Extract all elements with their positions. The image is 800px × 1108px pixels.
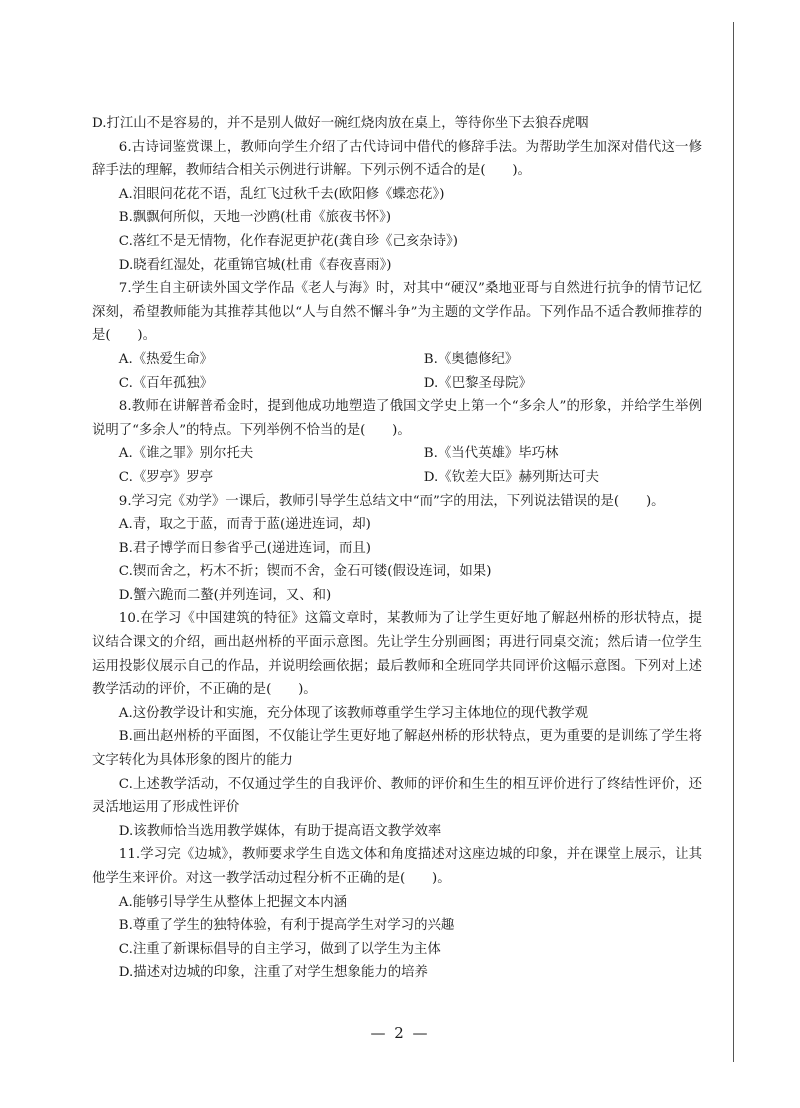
q7-option-b: B.《奥德修纪》 (423, 351, 519, 367)
page-number: — 2 — (370, 1024, 430, 1042)
q11-stem: 11.学习完《边城》，教师要求学生自选文体和角度描述对这座边城的印象，并在课堂上展示，让其他学生来评价。对这一教学活动过程分析不正确的是( )。 (92, 847, 702, 886)
q5-option-d: D.打江山不是容易的，并不是别人做好一碗红烧肉放在桌上，等待你坐下去狼吞虎咽 (92, 116, 589, 131)
page-edge-line (733, 22, 734, 1062)
q6-option-b: B.飘飘何所似，天地一沙鸥(杜甫《旅夜书怀》) (118, 210, 392, 226)
q9-option-d: D.蟹六跪而二螯(并列连词，又、和) (118, 587, 332, 603)
q6-option-c: C.落红不是无情物，化作春泥更护花(龚自珍《己亥杂诗》) (118, 233, 458, 249)
q11-option-d: D.描述对边城的印象，注重了对学生想象能力的培养 (118, 965, 428, 981)
q11-option-c: C.注重了新课标倡导的自主学习，做到了以学生为主体 (118, 941, 441, 957)
q10-stem: 10.在学习《中国建筑的特征》这篇文章时，某教师为了让学生更好地了解赵州桥的形状特点，提议结合课文的介绍，画出赵州桥的平面示意图。先让学生分别画图；再进行同桌交流；然后请一位学生运用投影仪展示自己的作品，并说明绘画依据；最后教师和全班同学共同评价这幅示意图。下列对上述教学活动的评价，不正确的是( )。 (92, 611, 702, 698)
q7-options-row2 (92, 372, 702, 396)
q8-options-row1 (92, 442, 702, 466)
q7-option-a: A.《热爱生命》 (118, 351, 214, 367)
q9-option-a: A.青，取之于蓝，而青于蓝(递进连词，却) (118, 517, 371, 533)
q7-option-d: D.《巴黎圣母院》 (423, 375, 533, 391)
q11-option-b: B.尊重了学生的独特体验，有利于提高学生对学习的兴趣 (118, 918, 455, 934)
q8-stem: 8.教师在讲解普希金时，提到他成功地塑造了俄国文学史上第一个“多余人”的形象，并给学生举例说明了“多余人”的特点。下列举例不恰当的是( )。 (92, 399, 702, 438)
q7-options-row1 (92, 348, 702, 372)
q8-option-c: C.《罗亭》罗亭 (118, 469, 214, 485)
exam-content (92, 112, 702, 985)
q7-stem: 7.学生自主研读外国文学作品《老人与海》时，对其中“硬汉”桑地亚哥与自然进行抗争的情节记忆深刻，希望教师能为其推荐其他以“人与自然不懈斗争”为主题的文学作品。下列作品不适合教师推荐的是( )。 (92, 281, 702, 344)
q6-option-a: A.泪眼问花花不语，乱红飞过秋千去(欧阳修《蝶恋花》) (118, 186, 445, 202)
q8-option-b: B.《当代英雄》毕巧林 (423, 446, 559, 462)
q9-option-b: B.君子博学而日参省乎己(递进连词，而且) (118, 540, 371, 556)
q8-option-d: D.《钦差大臣》赫列斯达可夫 (423, 469, 599, 485)
q9-stem: 9.学习完《劝学》一课后，教师引导学生总结文中“而”字的用法，下列说法错误的是( )。 (118, 493, 665, 509)
q10-option-d: D.该教师恰当选用教学媒体，有助于提高语文教学效率 (118, 823, 442, 839)
q7-option-c: C.《百年孤独》 (118, 375, 214, 391)
q8-options-row2 (92, 466, 702, 490)
q6-stem: 6.古诗词鉴赏课上，教师向学生介绍了古代诗词中借代的修辞手法。为帮助学生加深对借代这一修辞手法的理解，教师结合相关示例进行讲解。下列示例不适合的是( )。 (92, 139, 702, 179)
q6-option-d: D.晓看红湿处，花重锦官城(杜甫《春夜喜雨》) (118, 257, 392, 273)
q11-option-a: A.能够引导学生从整体上把握文本内涵 (118, 894, 347, 910)
q10-option-c: C.上述教学活动，不仅通过学生的自我评价、教师的评价和生生的相互评价进行了终结性评价，还灵活地运用了形成性评价 (92, 776, 702, 816)
q10-option-b: B.画出赵州桥的平面图，不仅能让学生更好地了解赵州桥的形状特点，更为重要的是训练了学生将文字转化为具体形象的图片的能力 (92, 729, 702, 769)
q10-option-a: A.这份教学设计和实施，充分体现了该教师尊重学生学习主体地位的现代教学观 (118, 705, 589, 721)
q9-option-c: C.锲而舍之，朽木不折；锲而不舍，金石可镂(假设连词，如果) (118, 564, 492, 580)
q8-option-a: A.《谁之罪》别尔托夫 (118, 446, 254, 462)
